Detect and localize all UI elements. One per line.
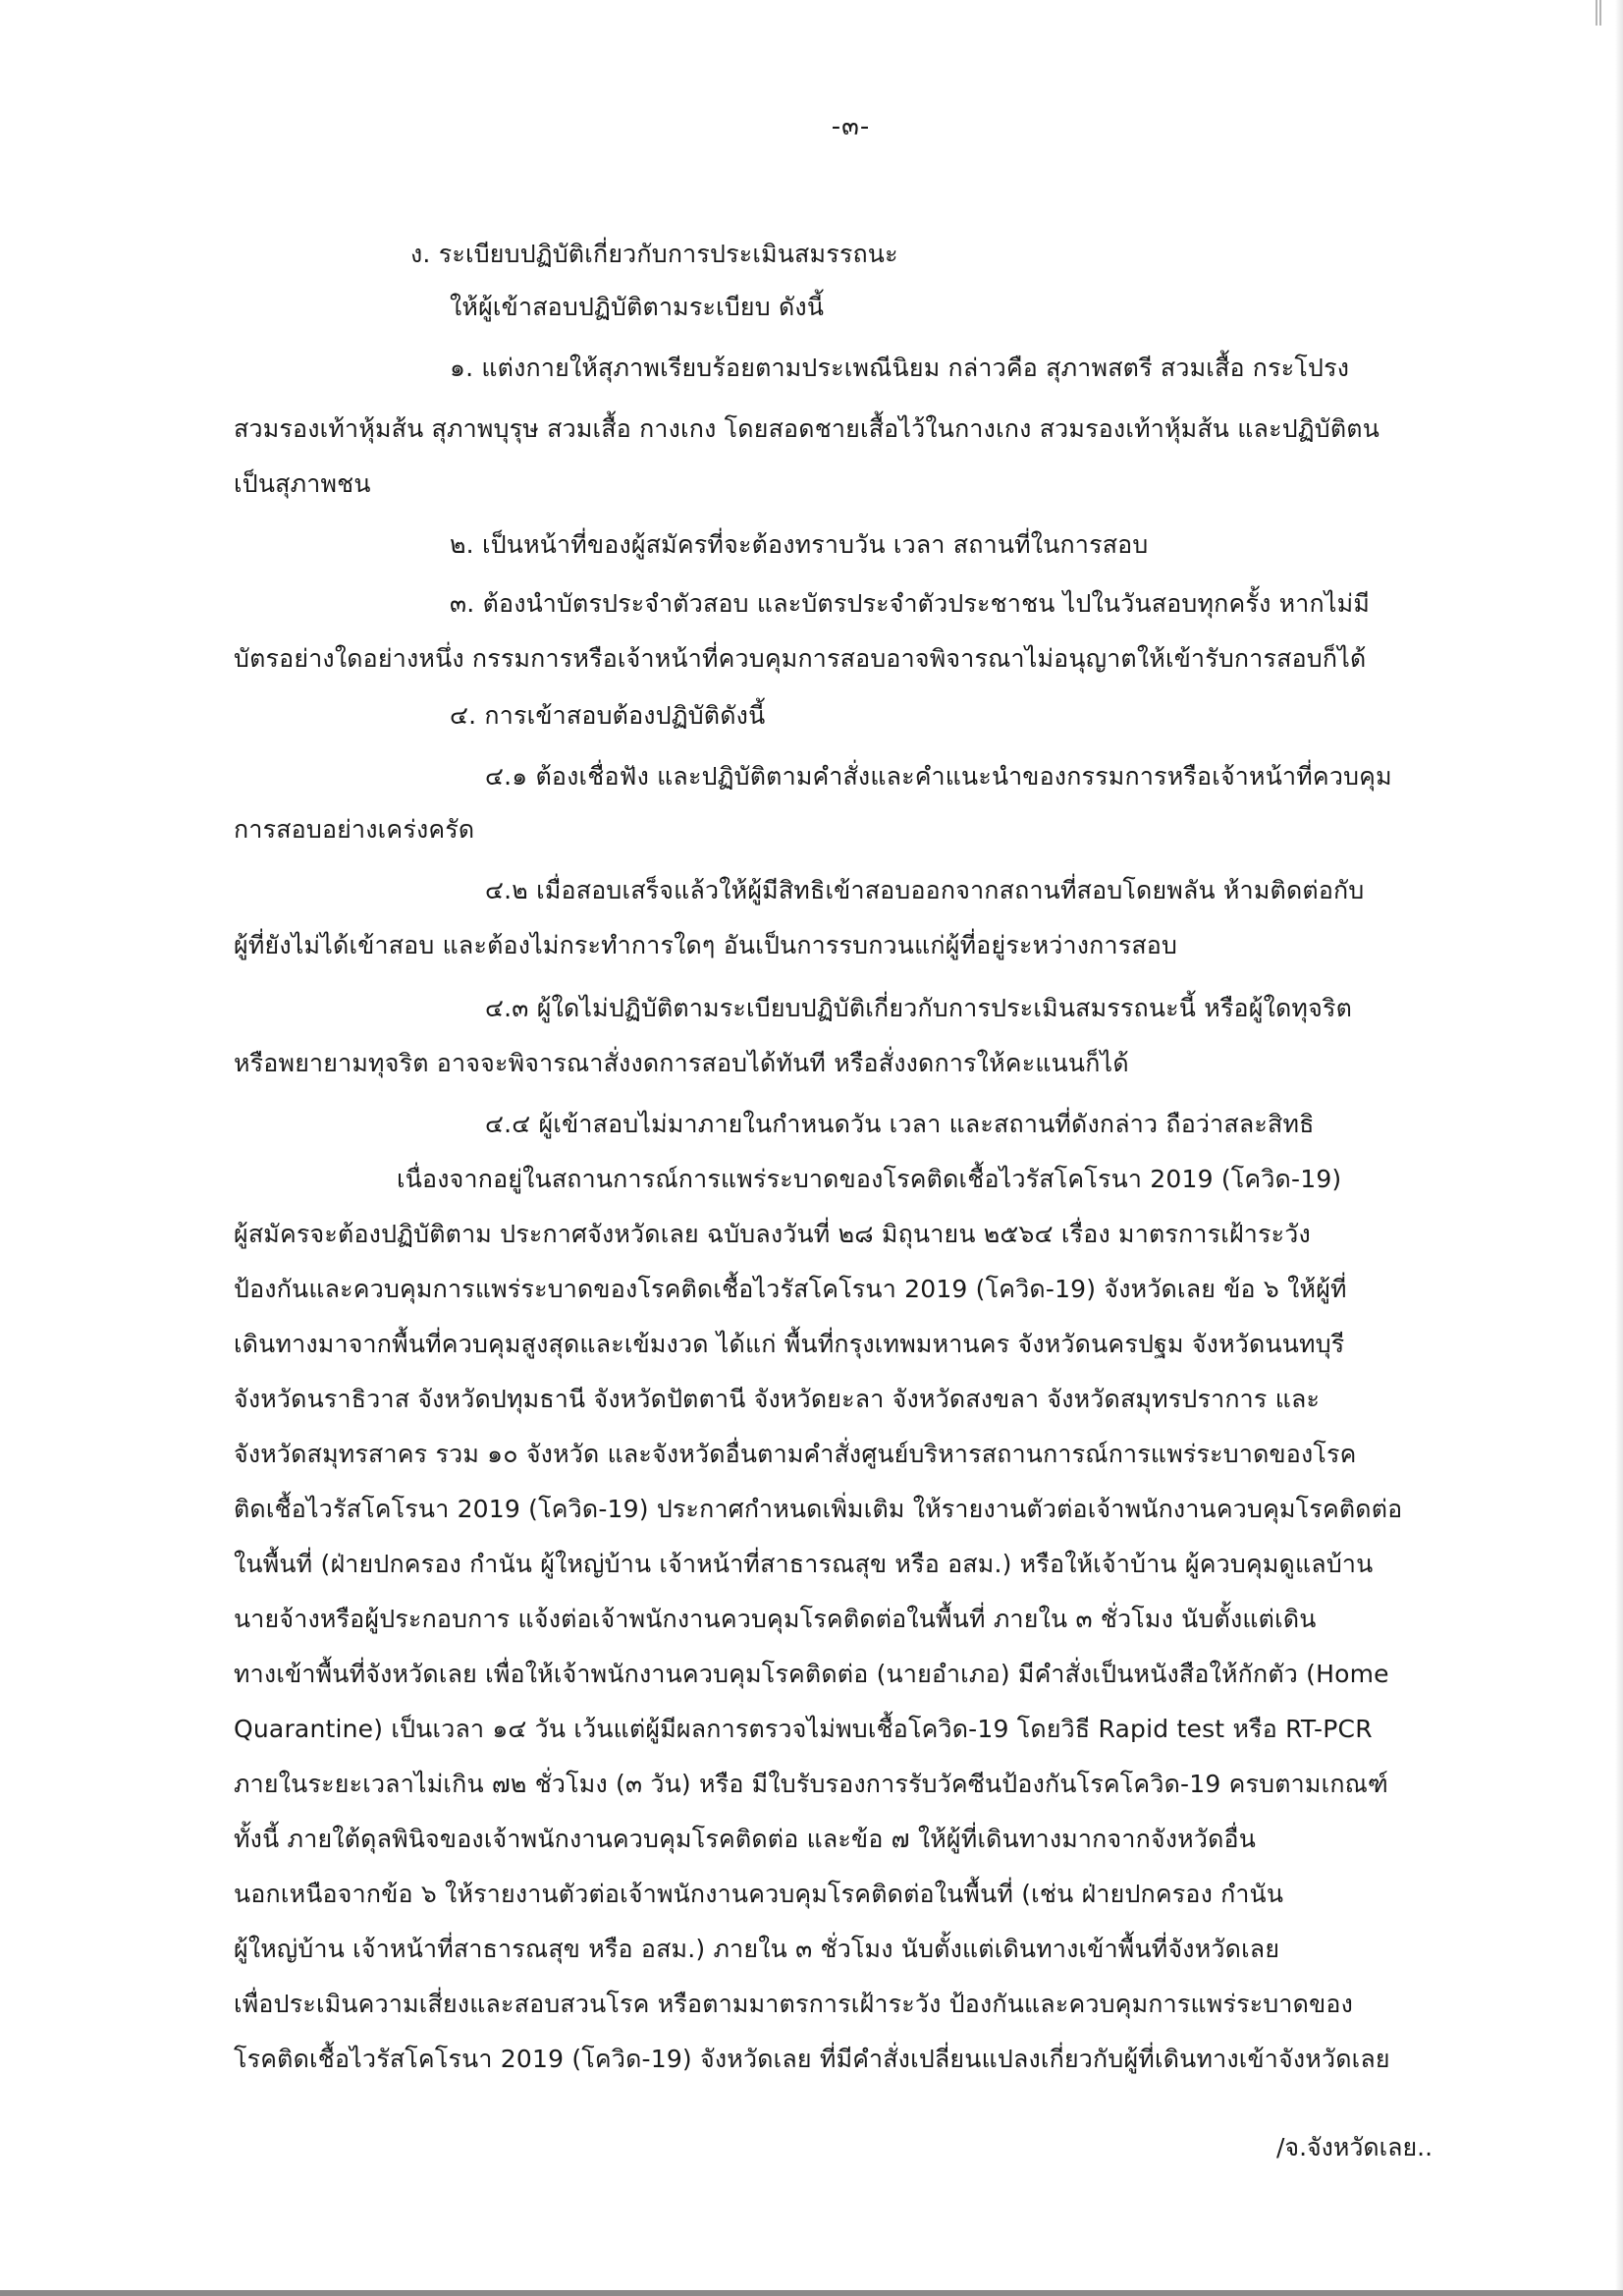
covid-paragraph-line: ติดเชื้อไวรัสโคโรนา 2019 (โควิด-19) ประกาศกำหนดเพิ่มเติม ให้รายงานตัวต่อเจ้าพนักงานควบคุมโรคติดต่อ	[234, 1495, 1403, 1523]
covid-paragraph-line: Quarantine) เป็นเวลา ๑๔ วัน เว้นแต่ผู้มีผลการตรวจไม่พบเชื้อโควิด-19 โดยวิธี Rapid test หรือ RT-PCR	[234, 1715, 1373, 1743]
rule-4-2-line: ผู้ที่ยังไม่ได้เข้าสอบ และต้องไม่กระทำการใดๆ อันเป็นการรบกวนแก่ผู้ที่อยู่ระหว่างการสอบ	[234, 931, 1178, 959]
rule-1-line: ๑. แต่งกายให้สุภาพเรียบร้อยตามประเพณีนิยม กล่าวคือ สุภาพสตรี สวมเสื้อ กระโปรง	[450, 354, 1350, 382]
covid-paragraph-line: จังหวัดนราธิวาส จังหวัดปทุมธานี จังหวัดปัตตานี จังหวัดยะลา จังหวัดสงขลา จังหวัดสมุทรปราการ และ	[234, 1385, 1321, 1413]
page-number: -๓-	[831, 112, 871, 141]
section-heading: ง. ระเบียบปฏิบัติเกี่ยวกับการประเมินสมรรถนะ	[410, 240, 898, 268]
rule-4-2-line: ๔.๒ เมื่อสอบเสร็จแล้วให้ผู้มีสิทธิเข้าสอบออกจากสถานที่สอบโดยพลัน ห้ามติดต่อกับ	[485, 876, 1365, 904]
covid-paragraph-line: ทั้งนี้ ภายใต้ดุลพินิจของเจ้าพนักงานควบคุมโรคติดต่อ และข้อ ๗ ให้ผู้ที่เดินทางมากจากจังหวัดอื่น	[234, 1825, 1257, 1853]
covid-paragraph-line: โรคติดเชื้อไวรัสโคโรนา 2019 (โควิด-19) จังหวัดเลย ที่มีคำสั่งเปลี่ยนแปลงเกี่ยวกับผู้ที่เดินทางเข้าจังหวัดเลย	[234, 2045, 1390, 2073]
scan-edge-bottom	[0, 2290, 1623, 2296]
rule-4-1-line: ๔.๑ ต้องเชื่อฟัง และปฏิบัติตามคำสั่งและคำแนะนำของกรรมการหรือเจ้าหน้าที่ควบคุม	[485, 762, 1392, 791]
covid-paragraph-line: ป้องกันและควบคุมการแพร่ระบาดของโรคติดเชื้อไวรัสโคโรนา 2019 (โควิด-19) จังหวัดเลย ข้อ ๖ ให้ผู้ที่	[234, 1275, 1347, 1303]
rule-1-line: เป็นสุภาพชน	[234, 469, 371, 498]
covid-paragraph-line: ผู้ใหญ่บ้าน เจ้าหน้าที่สาธารณสุข หรือ อสม.) ภายใน ๓ ชั่วโมง นับตั้งแต่เดินทางเข้าพื้นที่จังหวัดเลย	[234, 1935, 1280, 1963]
covid-paragraph-line: เนื่องจากอยู่ในสถานการณ์การแพร่ระบาดของโรคติดเชื้อไวรัสโคโรนา 2019 (โควิด-19)	[397, 1165, 1342, 1193]
continuation-marker: /จ.จังหวัดเลย..	[1276, 2133, 1434, 2161]
covid-paragraph-line: เดินทางมาจากพื้นที่ควบคุมสูงสุดและเข้มงวด ได้แก่ พื้นที่กรุงเทพมหานคร จังหวัดนครปฐม จังหวัดนนทบุรี	[234, 1330, 1345, 1358]
scan-binding-marks	[1596, 0, 1601, 26]
rule-2-line: ๒. เป็นหน้าที่ของผู้สมัครที่จะต้องทราบวัน เวลา สถานที่ในการสอบ	[450, 530, 1149, 559]
rule-3-line: ๓. ต้องนำบัตรประจำตัวสอบ และบัตรประจำตัวประชาชน ไปในวันสอบทุกครั้ง หากไม่มี	[450, 589, 1371, 618]
rule-4-line: ๔. การเข้าสอบต้องปฏิบัติดังนี้	[450, 701, 766, 730]
covid-paragraph-line: ทางเข้าพื้นที่จังหวัดเลย เพื่อให้เจ้าพนักงานควบคุมโรคติดต่อ (นายอำเภอ) มีคำสั่งเป็นหนังสือให้กักตัว (Home	[234, 1660, 1389, 1688]
covid-paragraph-line: ในพื้นที่ (ฝ่ายปกครอง กำนัน ผู้ใหญ่บ้าน เจ้าหน้าที่สาธารณสุข หรือ อสม.) หรือให้เจ้าบ้าน ผู้ควบคุมดูแลบ้าน	[234, 1550, 1374, 1578]
covid-paragraph-line: จังหวัดสมุทรสาคร รวม ๑๐ จังหวัด และจังหวัดอื่นตามคำสั่งศูนย์บริหารสถานการณ์การแพร่ระบาดของโรค	[234, 1440, 1357, 1468]
covid-paragraph-line: นอกเหนือจากข้อ ๖ ให้รายงานตัวต่อเจ้าพนักงานควบคุมโรคติดต่อในพื้นที่ (เช่น ฝ่ายปกครอง กำนัน	[234, 1880, 1284, 1908]
covid-paragraph-line: เพื่อประเมินความเสี่ยงและสอบสวนโรค หรือตามมาตรการเฝ้าระวัง ป้องกันและควบคุมการแพร่ระบาดของ	[234, 1990, 1354, 2018]
rule-3-line: บัตรอย่างใดอย่างหนึ่ง กรรมการหรือเจ้าหน้าที่ควบคุมการสอบอาจพิจารณาไม่อนุญาตให้เข้ารับการสอบก็ได้	[234, 644, 1367, 673]
covid-paragraph-line: ผู้สมัครจะต้องปฏิบัติตาม ประกาศจังหวัดเลย ฉบับลงวันที่ ๒๘ มิถุนายน ๒๕๖๔ เรื่อง มาตรการเฝ้าระวัง	[234, 1220, 1311, 1248]
scan-edge-right	[1615, 0, 1623, 2296]
covid-paragraph-line: ภายในระยะเวลาไม่เกิน ๗๒ ชั่วโมง (๓ วัน) หรือ มีใบรับรองการรับวัคซีนป้องกันโรคโควิด-19 ครบตามเกณฑ์	[234, 1770, 1389, 1798]
rule-4-4-line: ๔.๔ ผู้เข้าสอบไม่มาภายในกำหนดวัน เวลา และสถานที่ดังกล่าว ถือว่าสละสิทธิ	[485, 1110, 1315, 1138]
intro-line: ให้ผู้เข้าสอบปฏิบัติตามระเบียบ ดังนี้	[450, 293, 825, 321]
rule-4-3-line: หรือพยายามทุจริต อาจจะพิจารณาสั่งงดการสอบได้ทันที หรือสั่งงดการให้คะแนนก็ได้	[234, 1049, 1129, 1077]
rule-1-line: สวมรองเท้าหุ้มส้น สุภาพบุรุษ สวมเสื้อ กางเกง โดยสอดชายเสื้อไว้ในกางเกง สวมรองเท้าหุ้มส้น และปฏิบัติตน	[234, 414, 1380, 443]
covid-paragraph-line: นายจ้างหรือผู้ประกอบการ แจ้งต่อเจ้าพนักงานควบคุมโรคติดต่อในพื้นที่ ภายใน ๓ ชั่วโมง นับตั้งแต่เดิน	[234, 1605, 1317, 1633]
rule-4-1-line: การสอบอย่างเคร่งครัด	[234, 815, 475, 844]
rule-4-3-line: ๔.๓ ผู้ใดไม่ปฏิบัติตามระเบียบปฏิบัติเกี่ยวกับการประเมินสมรรถนะนี้ หรือผู้ใดทุจริต	[485, 994, 1353, 1022]
